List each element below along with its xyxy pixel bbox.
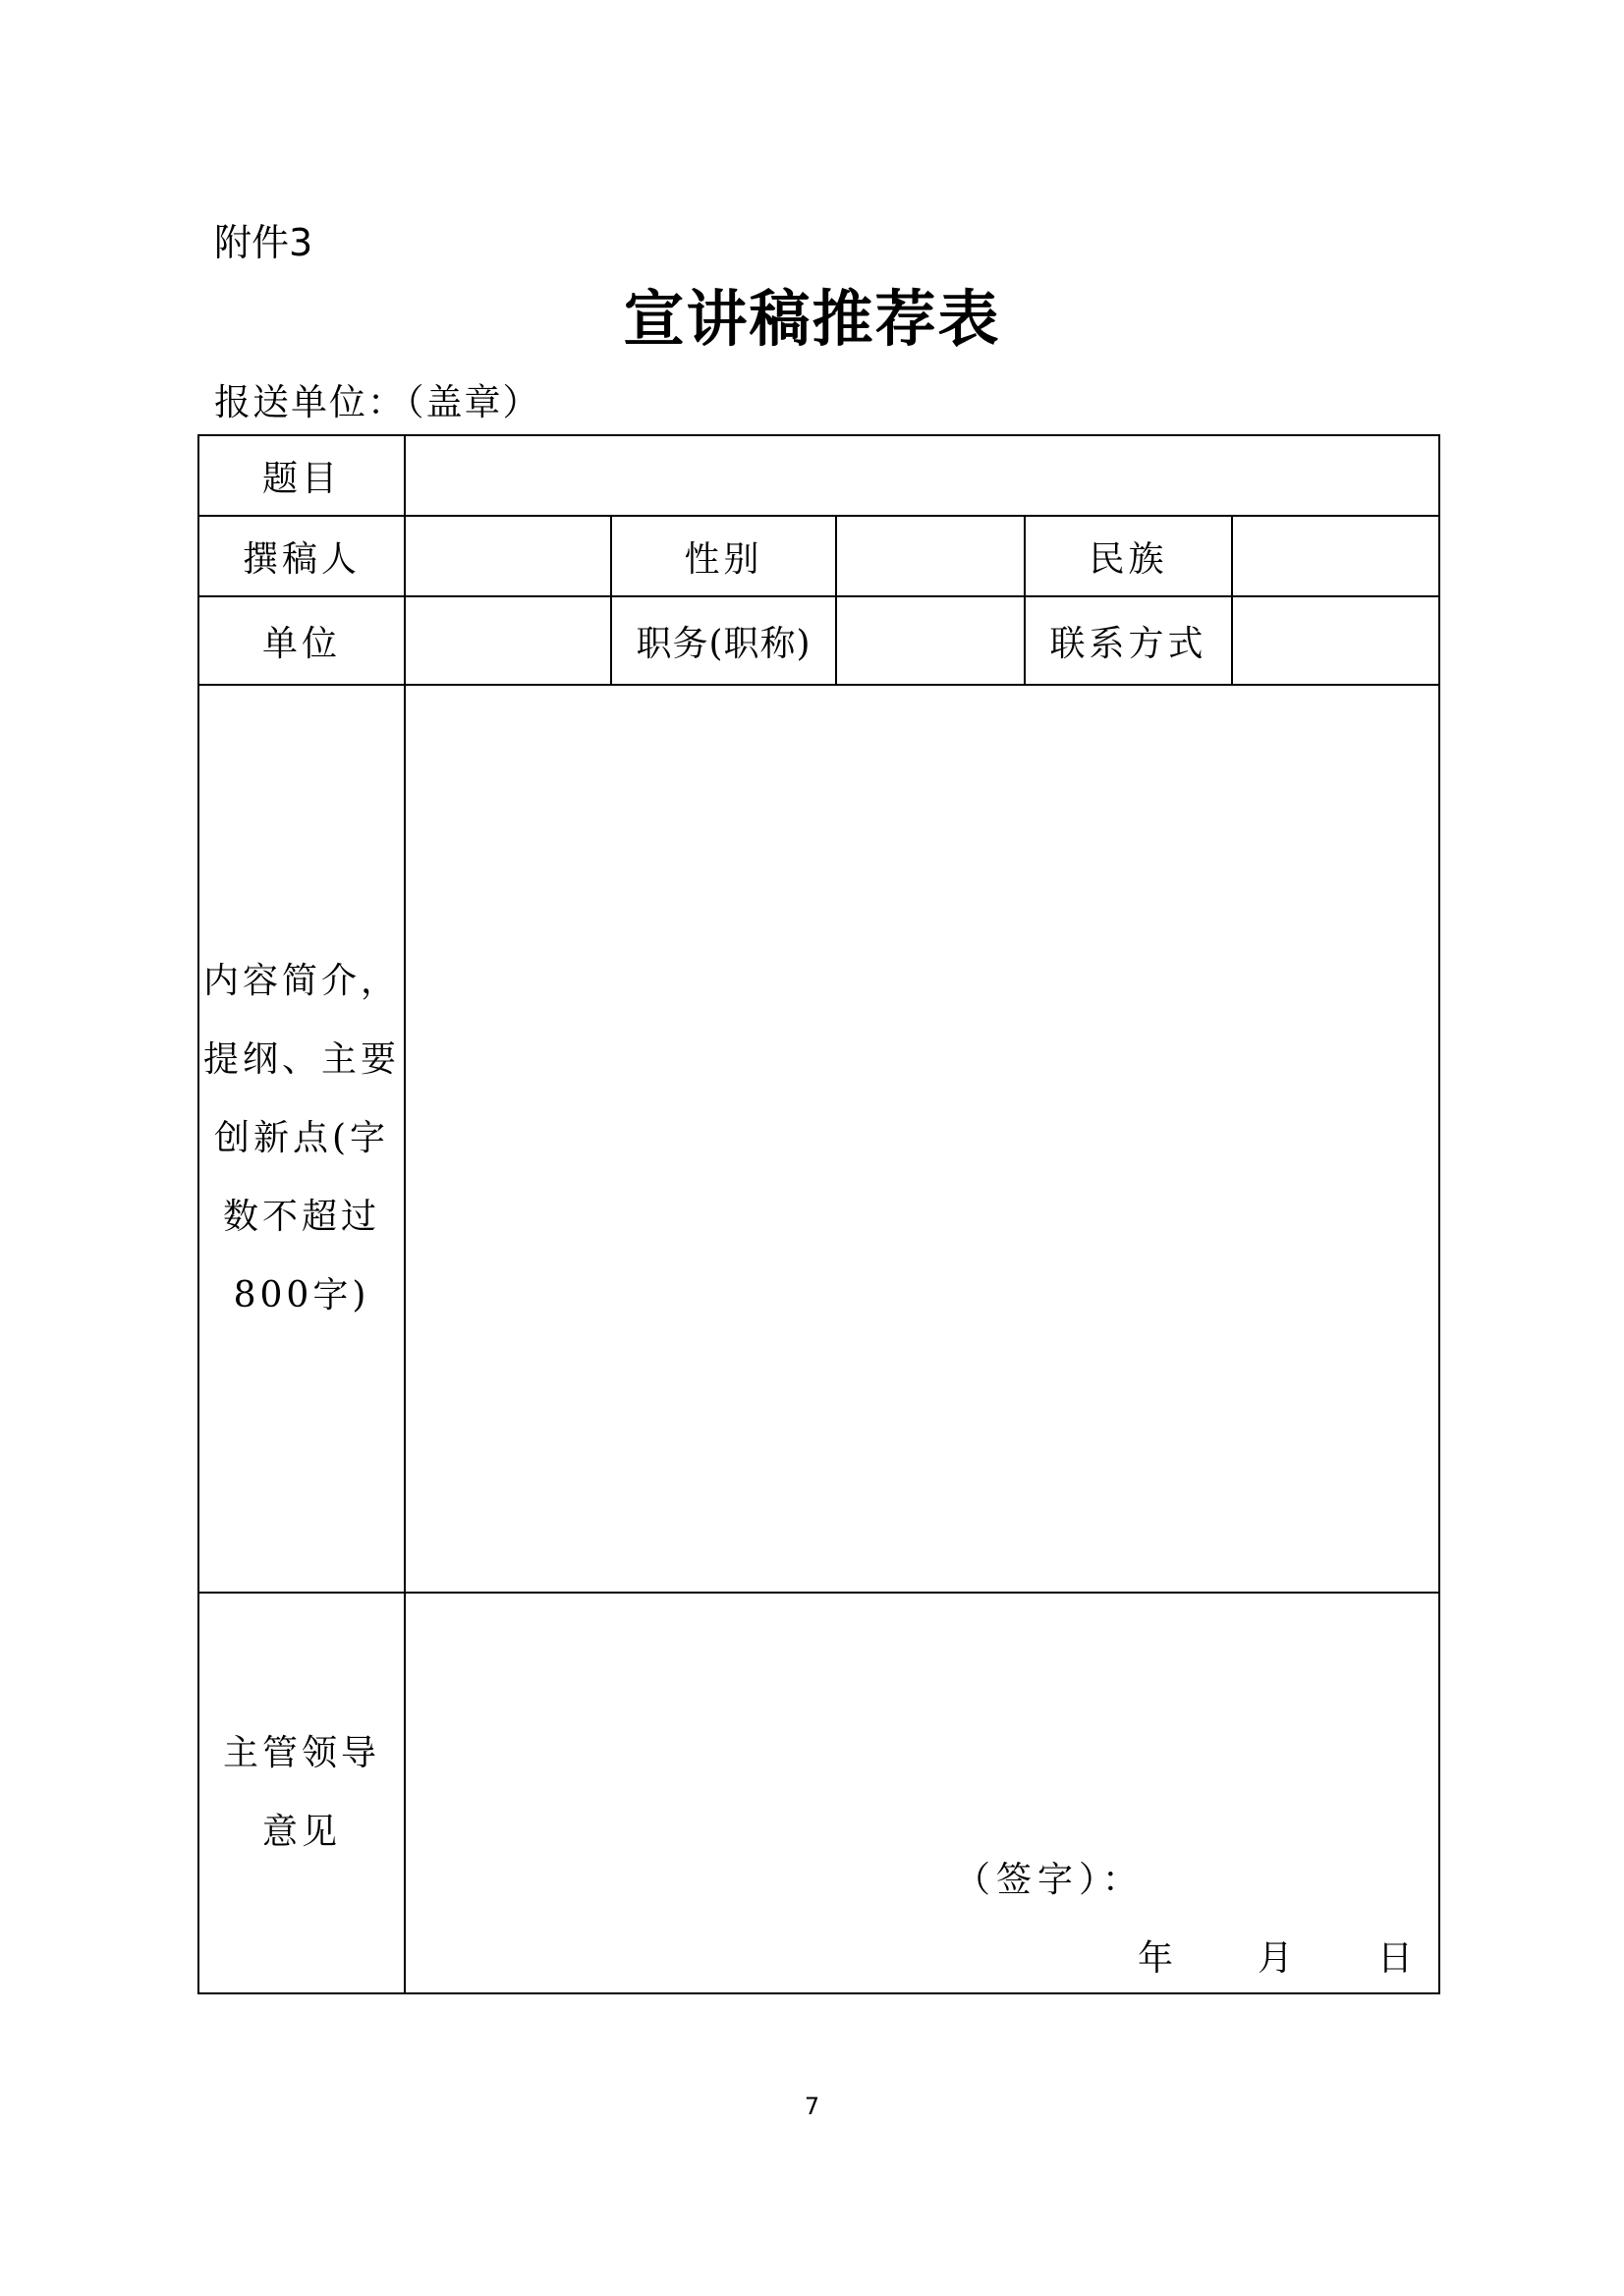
topic-row xyxy=(198,435,1439,516)
recommendation-form-table xyxy=(197,434,1440,1994)
leader-opinion-label xyxy=(198,1593,405,1993)
unit-label: 单位 xyxy=(198,596,405,685)
signature-label: （签字）： xyxy=(955,1860,1145,1900)
leader-opinion-field[interactable] xyxy=(405,1593,1439,1993)
opinion-label-line: 意见 xyxy=(261,1812,341,1852)
content-label-line: 提纲、主要 xyxy=(202,1039,400,1080)
date-day: 日 xyxy=(1377,1938,1418,1979)
unit-field[interactable] xyxy=(405,596,611,685)
form-title: 宣讲稿推荐表 xyxy=(623,283,1001,355)
opinion-label-line: 主管领导 xyxy=(222,1733,380,1773)
topic-field[interactable] xyxy=(405,435,1439,516)
date-line xyxy=(1057,1931,1417,1981)
gender-label: 性别 xyxy=(611,516,836,596)
attachment-label: 附件3 xyxy=(214,221,313,264)
content-label-line: 数不超过 xyxy=(222,1197,380,1237)
contact-field[interactable] xyxy=(1232,596,1439,685)
content-label-line: 内容简介， xyxy=(202,961,400,1001)
content-label-line: 创新点(字 xyxy=(213,1118,390,1158)
unit-row xyxy=(198,596,1439,685)
author-label: 撰稿人 xyxy=(198,516,405,596)
contact-label: 联系方式 xyxy=(1025,596,1232,685)
content-summary-field[interactable] xyxy=(405,685,1439,1593)
position-field[interactable] xyxy=(836,596,1025,685)
date-year: 年 xyxy=(1138,1938,1178,1979)
topic-label: 题目 xyxy=(198,435,405,516)
position-label: 职务(职称) xyxy=(611,596,836,685)
gender-field[interactable] xyxy=(836,516,1025,596)
page-number: 7 xyxy=(804,2093,820,2120)
date-month: 月 xyxy=(1258,1938,1298,1979)
sender-unit-line: 报送单位：（盖章） xyxy=(214,381,541,423)
author-field[interactable] xyxy=(405,516,611,596)
author-row xyxy=(198,516,1439,596)
opinion-row xyxy=(198,1593,1439,1993)
ethnicity-field[interactable] xyxy=(1232,516,1439,596)
content-summary-label xyxy=(198,685,405,1593)
ethnicity-label: 民族 xyxy=(1025,516,1232,596)
content-label-line: 800字) xyxy=(233,1275,370,1316)
content-row xyxy=(198,685,1439,1593)
